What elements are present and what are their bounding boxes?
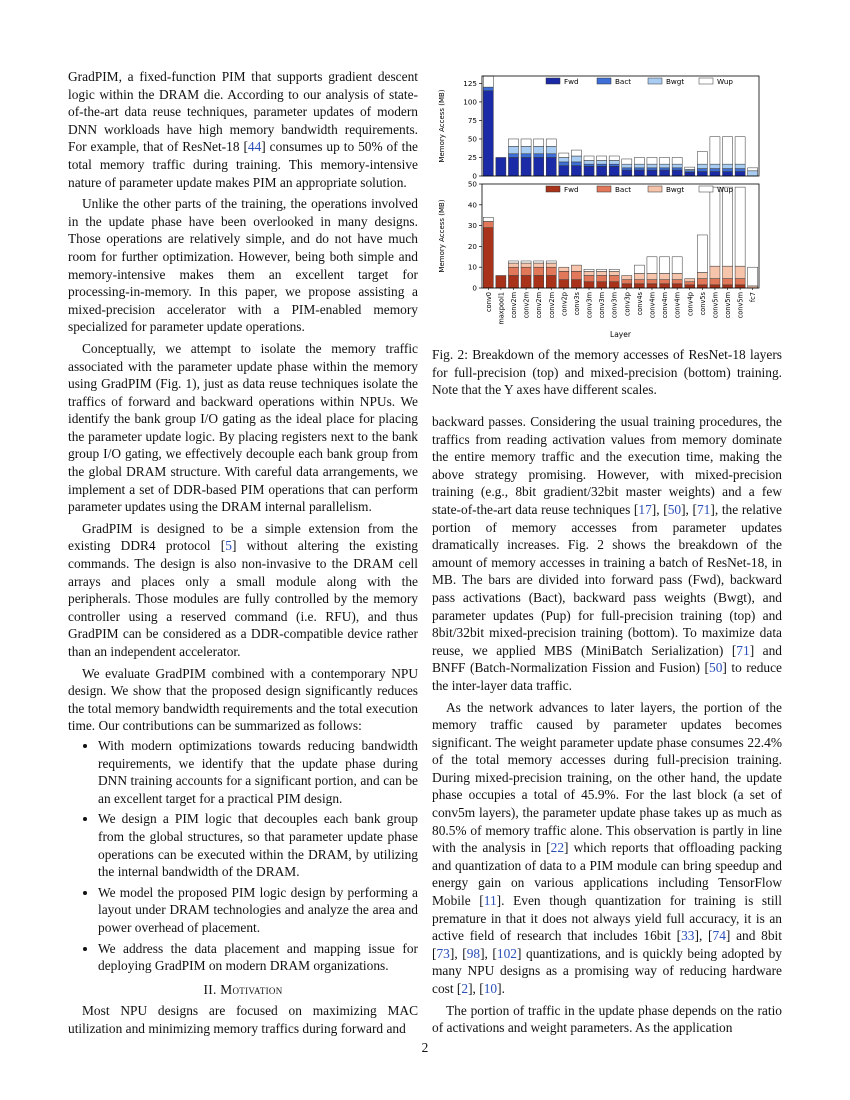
top-bar-bwgt (634, 164, 644, 168)
top-bar-wup (571, 150, 581, 156)
top-bar-bwgt (722, 164, 732, 168)
top-bar-bact (660, 168, 670, 170)
top-bar-bact (735, 169, 745, 172)
x-tick-label: conv2m (522, 292, 531, 319)
citation-link[interactable]: 10 (483, 981, 498, 996)
bottom-bar-fwd (609, 282, 619, 288)
top-bar-bact (546, 154, 556, 158)
top-legend-swatch-bwgt (648, 78, 662, 84)
top-bar-fwd (521, 157, 531, 176)
top-bar-fwd (534, 157, 544, 176)
top-bar-bact (622, 168, 632, 170)
bottom-bar-bact (672, 280, 682, 284)
top-y-tick-label: 100 (463, 97, 477, 107)
top-bar-wup (483, 76, 493, 87)
top-bar-bwgt (622, 164, 632, 168)
citation-link[interactable]: 11 (483, 893, 497, 909)
top-bar-bact (584, 164, 594, 166)
top-bar-bact (710, 169, 720, 172)
bottom-bar-wup (546, 261, 556, 263)
top-bar-fwd (685, 172, 695, 176)
top-bar-bwgt (672, 164, 682, 168)
top-bar-fwd (559, 166, 569, 176)
x-tick-label: conv0 (484, 292, 493, 312)
contribution-list (68, 737, 418, 975)
top-bar-bact (722, 169, 732, 172)
left-column (68, 68, 418, 1037)
x-tick-label: conv4s (635, 292, 644, 316)
top-bar-wup (672, 157, 682, 164)
citation-link[interactable]: 5 (225, 538, 232, 554)
top-bar-wup (584, 156, 594, 160)
paragraph: Conceptually, we attempt to isolate the memory traffic associated with the parameter update phase within the memory using GradPIM (Fig. 1), just as data reuse techniques isolate the traffics of forward and backward operations within NPUs. We identify the bank group I/O gating as the ideal place for placing the parameter update logic. By placing registers next to the bank group I/O gating, we effectively decouple each bank group from the global DRAM structure. With careful data arrangements, we implement a set of DDR-based PIM operations that can perform parameter updates using the DRAM internal parallelism. (68, 340, 418, 515)
memory-access-chart (430, 66, 784, 344)
bottom-legend-swatch-bwgt (648, 186, 662, 192)
bottom-bar-fwd (647, 284, 657, 288)
bottom-bar-bwgt (559, 267, 569, 271)
top-bar-fwd (622, 170, 632, 176)
bottom-bar-bwgt (609, 271, 619, 275)
top-bar-wup (685, 167, 695, 169)
bottom-legend-swatch-bact (597, 186, 611, 192)
paragraph: We evaluate GradPIM combined with a contemporary NPU design. We show that the proposed design significantly reduces the total memory bandwidth requirements and the total execution time. Our contributions can be summarized as follows: (68, 665, 418, 734)
top-bar-bwgt (508, 146, 518, 153)
top-bar-bact (534, 154, 544, 158)
citation-link[interactable]: 74 (712, 928, 726, 944)
citation-link[interactable]: 98 (466, 945, 481, 961)
bottom-bar-wup (647, 257, 657, 274)
bottom-y-tick-label: 50 (467, 179, 477, 189)
top-bar-wup (597, 156, 607, 160)
top-bar-wup (660, 157, 670, 164)
bottom-bar-bact (584, 276, 594, 282)
bottom-bar-bact (722, 279, 732, 285)
top-y-tick-label: 50 (467, 134, 477, 144)
top-bar-fwd (496, 157, 506, 176)
bottom-bar-wup (483, 217, 493, 221)
bottom-bar-fwd (672, 284, 682, 288)
citation-link[interactable]: 50 (709, 660, 723, 676)
top-bar-bwgt (571, 156, 581, 162)
bottom-bar-bwgt (697, 272, 707, 278)
bottom-bar-wup (534, 261, 544, 263)
bottom-bar-wup (735, 187, 745, 266)
citation-link[interactable]: 102 (496, 945, 517, 961)
top-bar-bwgt (597, 160, 607, 164)
bottom-y-tick-label: 40 (467, 200, 477, 210)
bottom-bar-wup (660, 257, 670, 274)
top-bar-fwd (634, 170, 644, 176)
list-item: • We design a PIM logic that decouples each bank group from the global structures, so that parameter update phase operations can be executed within the DRAM, by utilizing the internal bandwidth of the DRAM. (98, 810, 418, 880)
bottom-y-tick-label: 0 (472, 283, 477, 293)
top-bar-wup (521, 139, 531, 146)
bottom-y-tick-label: 30 (467, 221, 477, 231)
top-bar-bwgt (584, 160, 594, 164)
bottom-bar-bact (597, 276, 607, 282)
x-tick-label: conv2p (560, 292, 569, 317)
top-bar-bwgt (521, 146, 531, 153)
top-bar-bwgt (534, 146, 544, 153)
x-tick-label: conv4m (661, 292, 670, 319)
bottom-bar-fwd (660, 284, 670, 288)
bottom-bar-fwd (521, 276, 531, 288)
bottom-y-tick-label: 10 (467, 262, 477, 272)
bottom-bar-wup (597, 269, 607, 271)
paragraph: The portion of traffic in the update phase depends on the ratio of activations and weight parameters. As the application (432, 1002, 782, 1036)
bottom-bar-fwd (483, 228, 493, 288)
bottom-bar-wup (710, 187, 720, 266)
x-tick-label: conv5m (711, 292, 720, 319)
bottom-bar-bwgt (534, 263, 544, 267)
bottom-legend-swatch-fwd (546, 186, 560, 192)
citation-link[interactable]: 33 (681, 928, 695, 944)
citation-link[interactable]: 44 (247, 139, 262, 155)
top-y-tick-label: 25 (467, 152, 477, 162)
bottom-bar-bwgt (571, 265, 581, 271)
bottom-bar-wup (748, 267, 758, 286)
top-legend-label: Wup (717, 77, 733, 86)
top-bar-fwd (571, 166, 581, 176)
top-bar-wup (697, 152, 707, 165)
top-bar-bact (571, 162, 581, 166)
x-tick-label: conv5s (698, 292, 707, 316)
top-bar-bact (508, 154, 518, 158)
x-tick-label: conv3m (610, 292, 619, 319)
top-bar-wup (609, 156, 619, 160)
bottom-bar-bact (508, 267, 518, 275)
x-tick-label: conv3p (623, 292, 632, 317)
top-bar-fwd (710, 172, 720, 176)
bottom-bar-bwgt (508, 263, 518, 267)
bottom-bar-bwgt (710, 266, 720, 278)
bottom-bar-fwd (710, 285, 720, 288)
x-tick-label: conv2m (547, 292, 556, 319)
bottom-bar-fwd (597, 282, 607, 288)
top-bar-bwgt (660, 164, 670, 168)
top-bar-fwd (483, 91, 493, 176)
x-tick-label: conv2m (535, 292, 544, 319)
bottom-bar-bact (685, 282, 695, 285)
citation-link[interactable]: 71 (696, 501, 711, 517)
bottom-bar-bact (622, 280, 632, 284)
top-bar-bact (521, 154, 531, 158)
bottom-bar-fwd (508, 276, 518, 288)
top-bar-fwd (647, 170, 657, 176)
top-bar-bwgt (748, 171, 758, 176)
paragraph: Unlike the other parts of the training, the operations involved in the update phase have been overlooked in many designs. Those operations are relatively simple, and do not have much room for further optimization. However, being both simple and memory-intensive makes them an excellent target for processing-in-memory. In this paper, we propose assisting a mixed-precision accelerator with a PIM-enabled memory specialized for parameter update operations. (68, 196, 418, 335)
bottom-bar-bact (546, 267, 556, 275)
x-tick-label: conv5m (724, 292, 733, 319)
top-bar-fwd (609, 166, 619, 176)
citation-link[interactable]: 71 (736, 642, 750, 658)
bottom-bar-fwd (735, 285, 745, 288)
top-bar-wup (735, 137, 745, 164)
bottom-bar-fwd (546, 276, 556, 288)
top-bar-bact (609, 164, 619, 166)
x-tick-label: conv4p (686, 292, 695, 317)
top-bar-fwd (672, 170, 682, 176)
x-tick-label: conv2m (509, 292, 518, 319)
bottom-bar-bwgt (722, 266, 732, 278)
top-bar-bwgt (546, 146, 556, 153)
citation-link[interactable]: 50 (667, 501, 682, 517)
bottom-y-axis-label: Memory Access (MB) (438, 199, 446, 273)
top-y-tick-label: 75 (467, 115, 477, 125)
top-bar-wup (647, 157, 657, 164)
bottom-bar-fwd (496, 276, 506, 288)
bottom-bar-wup (634, 265, 644, 273)
bottom-bar-bwgt (672, 273, 682, 279)
top-bar-bact (597, 164, 607, 166)
top-bar-wup (722, 137, 732, 164)
bottom-bar-bact (697, 279, 707, 285)
x-axis-label: Layer (610, 330, 631, 339)
top-bar-bwgt (609, 160, 619, 164)
top-bar-wup (546, 139, 556, 146)
bottom-bar-bact (571, 271, 581, 279)
section-heading: II. Motivation (203, 981, 283, 997)
bottom-y-tick-label: 20 (467, 241, 477, 251)
bottom-bar-fwd (622, 284, 632, 288)
citation-link[interactable]: 22 (550, 840, 565, 856)
bottom-bar-bact (521, 267, 531, 275)
bottom-bar-bwgt (735, 266, 745, 278)
top-bar-bwgt (735, 164, 745, 168)
bottom-bar-wup (722, 187, 732, 266)
bottom-bar-bwgt (622, 276, 632, 280)
list-item: • We model the proposed PIM logic design by performing a layout under DRAM technologies and analyze the area and power overhead of placement. (98, 884, 418, 937)
top-bar-bact (483, 87, 493, 91)
citation-link[interactable]: 17 (638, 501, 652, 517)
bottom-bar-bact (735, 279, 745, 285)
x-tick-label: maxpool1 (497, 292, 506, 325)
x-tick-label: conv4m (673, 292, 682, 319)
top-legend-swatch-bact (597, 78, 611, 84)
top-bar-bact (697, 169, 707, 172)
list-item: • With modern optimizations towards reducing bandwidth requirements, we identify that the update phase during DNN training accounts for a significant portion, and can be an excellent target for a practical PIM design. (98, 737, 418, 807)
x-tick-label: conv5m (736, 292, 745, 319)
bottom-bar-fwd (559, 280, 569, 288)
top-bar-wup (508, 139, 518, 146)
top-bar-bwgt (697, 164, 707, 168)
top-bar-fwd (660, 170, 670, 176)
bottom-bar-bwgt (584, 271, 594, 275)
top-bar-fwd (597, 166, 607, 176)
page-number: 2 (421, 1040, 429, 1055)
top-bar-fwd (508, 157, 518, 176)
top-bar-fwd (735, 172, 745, 176)
bottom-bar-bwgt (634, 273, 644, 279)
top-legend-label: Fwd (564, 77, 579, 86)
x-tick-label: conv4m (648, 292, 657, 319)
bottom-bar-bact (660, 280, 670, 284)
bottom-bar-bact (710, 279, 720, 285)
figure-caption: Fig. 2: Breakdown of the memory accesses of ResNet-18 layers for full-precision (top) and mixed-precision (bottom) training. Note that the Y axes have different scales. (432, 347, 782, 398)
paragraph: GradPIM is designed to be a simple extension from the existing DDR4 protocol [5] without altering the existing commands. The design is also non-invasive to the DRAM cell arrays and places only a small module along with the peripherals. Those modules are fully controlled by the memory controller using a reserved command (i.e. RFU), and thus GradPIM can be considered as a DDR-compatible device rather than an independent accelerator. (68, 520, 418, 659)
bottom-bar-bact (647, 280, 657, 284)
top-bar-wup (710, 137, 720, 164)
top-bar-fwd (584, 166, 594, 176)
bottom-bar-fwd (571, 280, 581, 288)
bottom-bar-wup (697, 235, 707, 272)
top-legend-label: Bact (615, 77, 632, 86)
top-bar-wup (622, 159, 632, 164)
bottom-bar-bact (534, 267, 544, 275)
bottom-bar-wup (584, 269, 594, 271)
x-tick-label: conv3m (598, 292, 607, 319)
x-tick-label: conv3s (572, 292, 581, 316)
bottom-bar-fwd (697, 285, 707, 288)
top-legend-swatch-wup (699, 78, 713, 84)
top-bar-fwd (722, 172, 732, 176)
bottom-bar-bact (634, 280, 644, 284)
list-item: • We address the data placement and mapping issue for deploying GradPIM on modern DRAM organizations. (98, 940, 418, 975)
x-tick-label: conv3m (585, 292, 594, 319)
top-bar-bwgt (559, 157, 569, 161)
bottom-bar-fwd (685, 285, 695, 288)
bottom-bar-bwgt (685, 279, 695, 282)
bottom-legend-label: Bact (615, 185, 632, 194)
citation-link[interactable]: 2 (461, 981, 469, 996)
top-legend-label: Bwgt (666, 77, 685, 86)
top-bar-bact (647, 168, 657, 170)
top-bar-bact (559, 162, 569, 166)
bottom-bar-bwgt (647, 273, 657, 279)
bottom-legend-swatch-wup (699, 186, 713, 192)
bottom-bar-wup (609, 269, 619, 271)
bottom-bar-fwd (534, 276, 544, 288)
top-bar-bact (672, 168, 682, 170)
bottom-bar-bact (559, 271, 569, 279)
bottom-legend-label: Fwd (564, 185, 579, 194)
bottom-bar-fwd (584, 282, 594, 288)
paragraph: Most NPU designs are focused on maximizing MAC utilization and minimizing memory traffics during forward and (68, 1003, 418, 1036)
top-bar-wup (534, 139, 544, 146)
x-tick-label: fc7 (749, 292, 758, 303)
bottom-bar-bact (483, 221, 493, 227)
paragraph: backward passes. Considering the usual training procedures, the traffics from reading activation values from memory dominate the entire memory traffic and the execution time, making the above strategy promising. However, with mixed-precision training (e.g., 8bit gradient/32bit master weights) and a few state-of-the-art data reuse techniques [17], [50], [71], the relative portion of memory accesses from parameter updates dramatically increases. Fig. 2 shows the breakdown of the amount of memory accesses in training a batch of ResNet-18, in MB. The bars are divided into forward pass (Fwd), backward pass activations (Bact), backward pass weights (Bwgt), and parameter updates (Pup) for full-precision training (top) and 8bit/32bit mixed-precision training (bottom). To maximize data reuse, we applied MBS (MiniBatch Serialization) [71] and BNFF (Batch-Normalization Fission and Fusion) [50] to reduce the inter-layer data traffic. (432, 414, 782, 693)
right-column (432, 413, 782, 1037)
top-bar-bwgt (710, 164, 720, 168)
top-y-tick-label: 0 (472, 171, 477, 181)
top-legend-swatch-fwd (546, 78, 560, 84)
top-y-axis-label: Memory Access (MB) (438, 89, 446, 163)
top-bar-bact (634, 168, 644, 170)
bottom-bar-bwgt (597, 271, 607, 275)
paragraph: GradPIM, a fixed-function PIM that supports gradient descent logic within the DRAM die. According to our analysis of state-of-the-art data reuse techniques, parameter updates of modern DNN workloads have high memory bandwidth requirements. For example, that of ResNet-18 [44] consumes up to 50% of the total memory traffic during training. This memory-intensive nature of parameter update makes PIM an appropriate solution. (68, 69, 418, 190)
top-bar-fwd (546, 157, 556, 176)
bottom-legend-label: Bwgt (666, 185, 685, 194)
figure-2 (430, 66, 784, 344)
bottom-bar-bact (609, 276, 619, 282)
top-bar-wup (559, 153, 569, 157)
bottom-bar-fwd (722, 285, 732, 288)
bottom-bar-bwgt (660, 273, 670, 279)
bottom-bar-bwgt (521, 263, 531, 267)
top-bar-wup (634, 157, 644, 164)
top-bar-bwgt (647, 164, 657, 168)
bottom-bar-fwd (634, 284, 644, 288)
top-bar-wup (748, 168, 758, 171)
top-y-tick-label: 125 (463, 78, 477, 88)
bottom-bar-wup (521, 261, 531, 263)
bottom-bar-bwgt (546, 263, 556, 267)
bottom-bar-wup (672, 257, 682, 274)
top-bar-fwd (697, 172, 707, 176)
citation-link[interactable]: 73 (436, 945, 450, 961)
paragraph: As the network advances to later layers, the portion of the memory traffic caused by parameter updates becomes significant. The weight parameter update phase consumes 22.4% of the total memory accesses during full-precision training. During mixed-precision training, on the other hand, the update phase occupies a total of 45.9%. For the last block (a set of conv5m layers), the parameter update phase takes up as much as 80.5% of memory traffic alone. This observation is partly in line with the analysis in [22] which reports that offloading packing and quantization of data to a PIM module can bring speedup and energy gain on various applications including TensorFlow Mobile [11]. Even though quantization for training is still premature in that it does not always yield full accuracy, it is an active field of research that includes 16bit [33], [74] and 8bit [73], [98], [102] quantizations, and is quickly being adopted by many NPU designs as a promising way of reducing hardware cost [2], [10]. (432, 699, 782, 996)
bottom-bar-wup (508, 261, 518, 263)
bottom-legend-label: Wup (717, 185, 733, 194)
